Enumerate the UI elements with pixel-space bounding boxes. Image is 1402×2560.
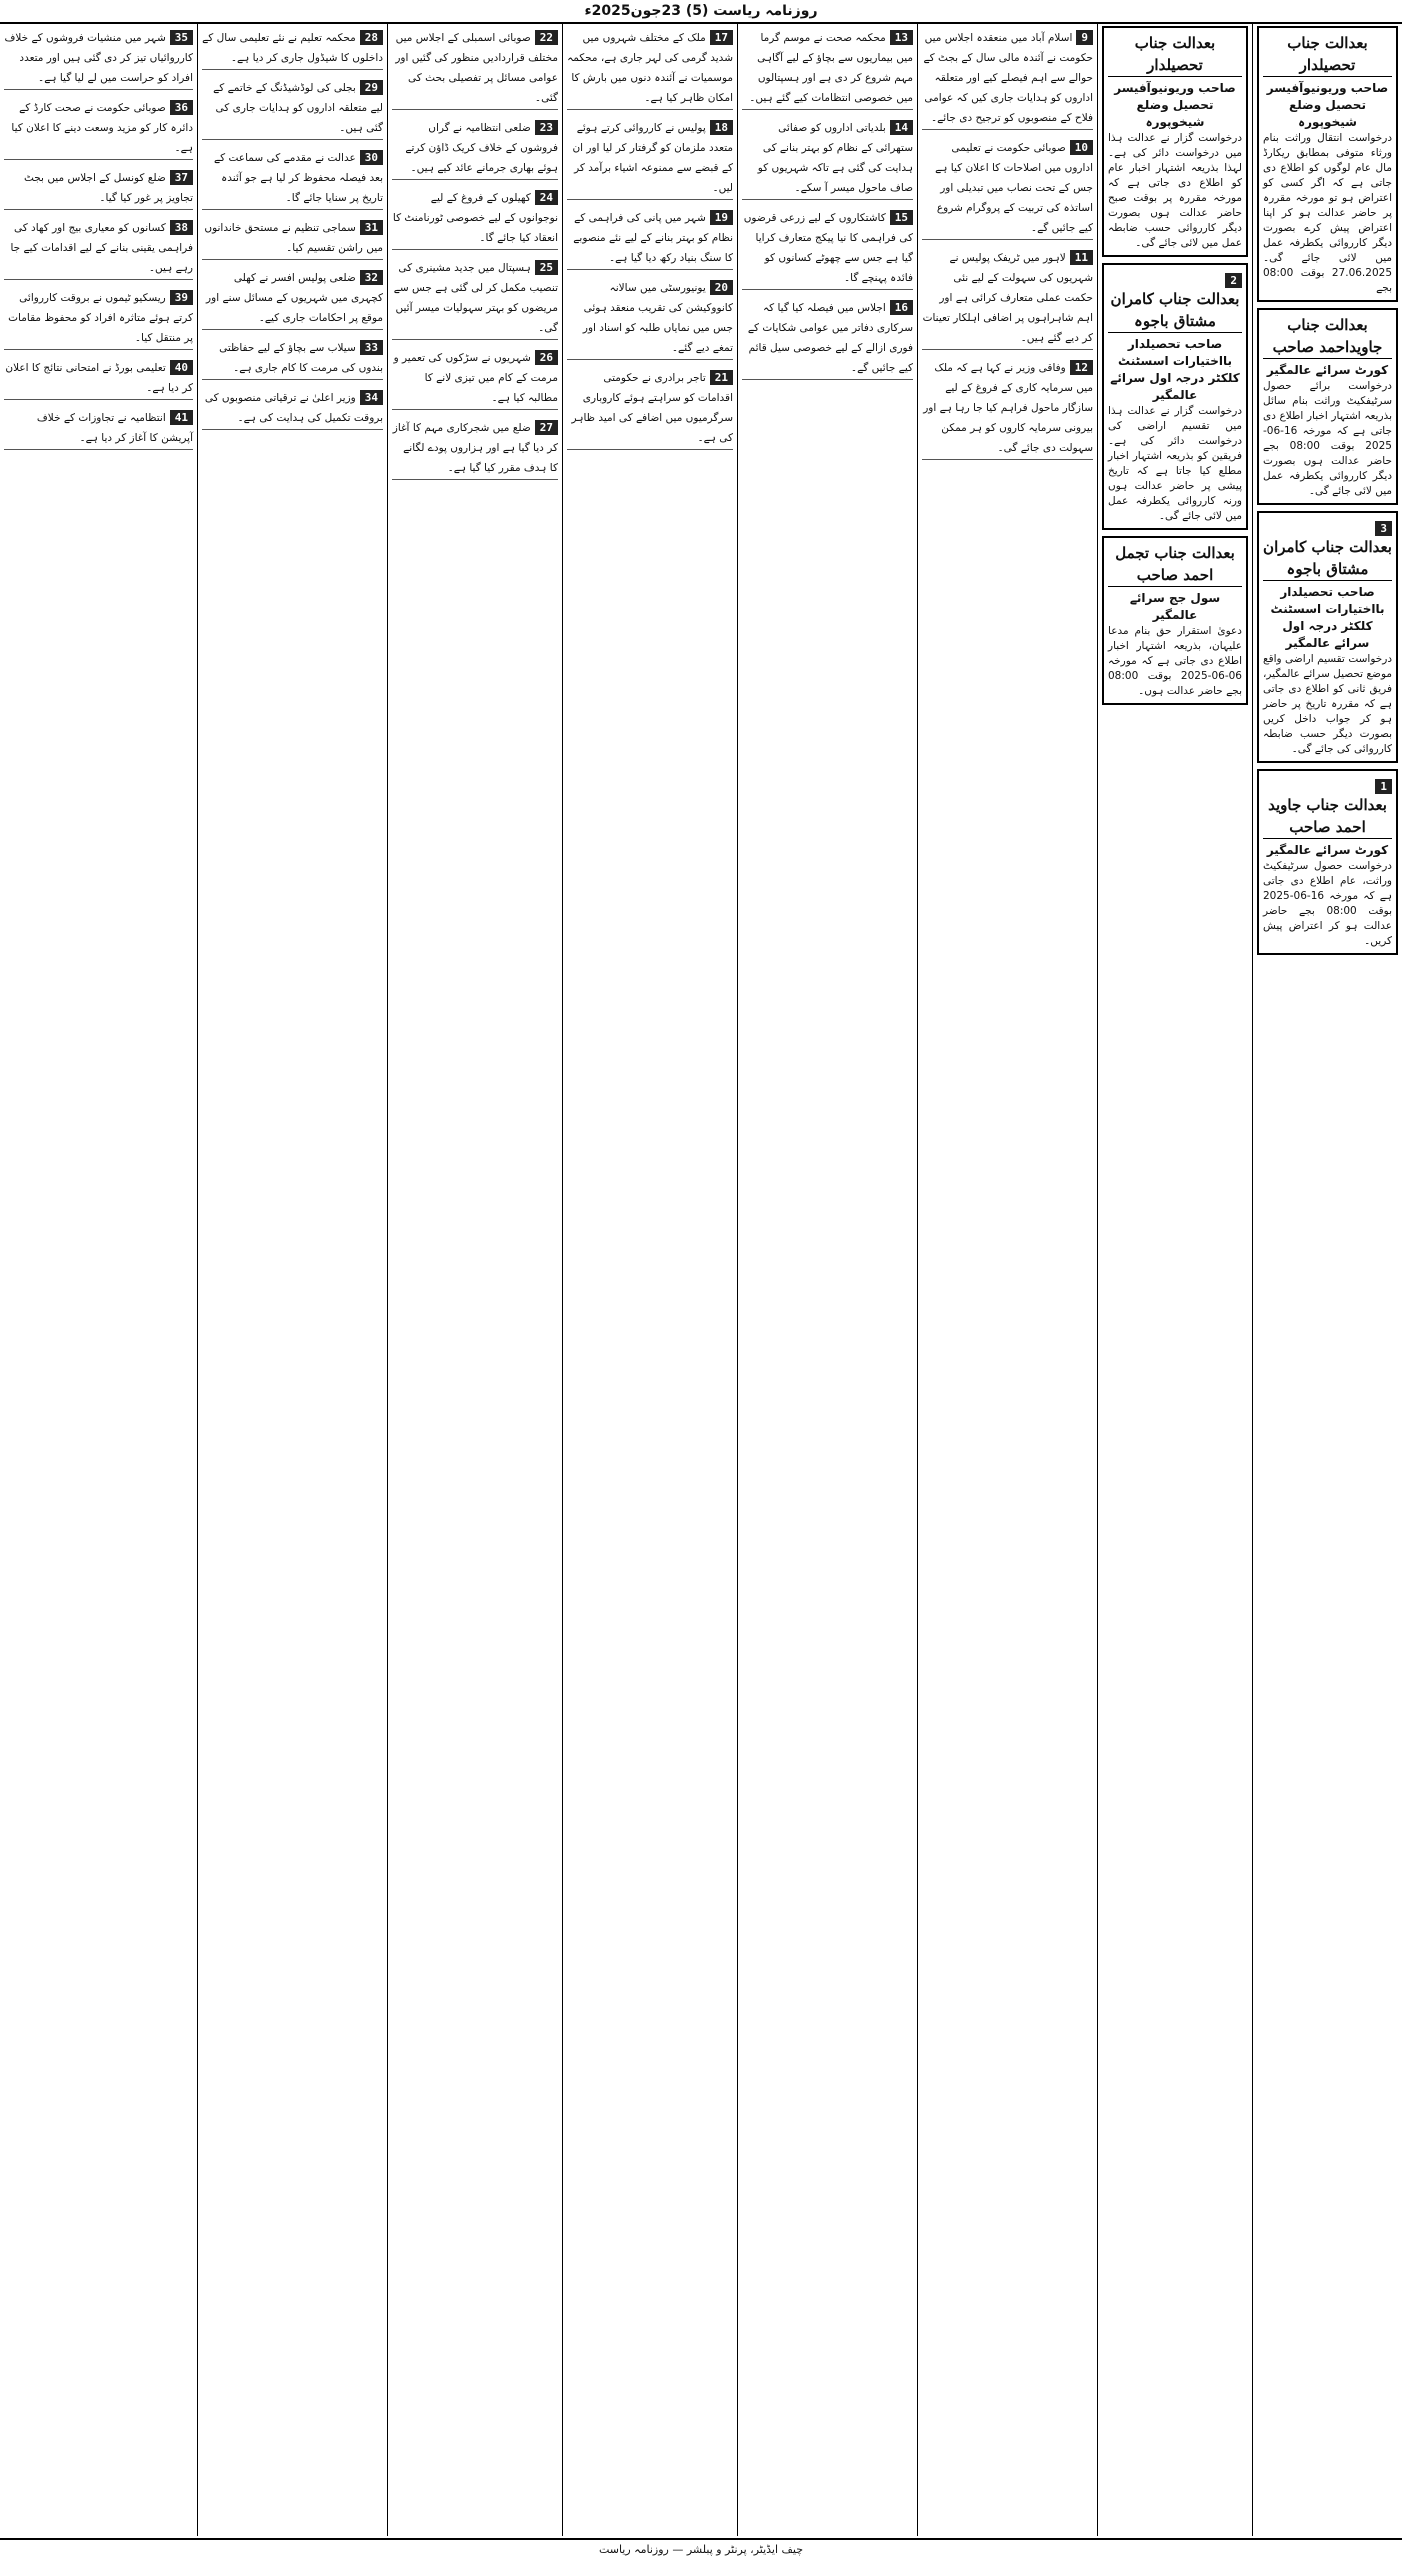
notice-subtitle: کورٹ سرائے عالمگیر xyxy=(1266,363,1389,377)
notice-subtitle: صاحب وریونیوآفیسر تحصیل وضلع شیخوپورہ xyxy=(1114,81,1236,129)
news-story xyxy=(742,206,913,290)
news-story xyxy=(4,96,193,160)
news-story xyxy=(202,336,383,380)
news-story xyxy=(392,186,558,250)
story-text: صوبائی حکومت نے تعلیمی اداروں میں اصلاحات کا اعلان کیا ہے جس کے تحت نصاب میں تبدیلی اور اساتذہ کی تربیت کے پروگرام شروع کیے جائیں گے۔ xyxy=(935,142,1093,234)
notice-subtitle: کورٹ سرائے عالمگیر xyxy=(1266,843,1389,857)
news-story xyxy=(922,356,1093,460)
news-story xyxy=(202,26,383,70)
notice-title: بعدالت جناب تجمل احمد صاحب xyxy=(1108,542,1242,587)
story-number: 38 xyxy=(170,220,193,235)
news-story xyxy=(392,116,558,180)
news-story xyxy=(922,136,1093,240)
notice-body: درخواست برائے حصول سرٹیفکیٹ وراثت بنام سائل بذریعہ اشتہار اخبار اطلاع دی جاتی ہے کہ مورخہ 16-06-2025 بوقت 08:00 بجے حاضر عدالت ہوں بصورت دیگر کارروائی یکطرفہ عمل میں لائی جائے گی۔ xyxy=(1263,380,1392,497)
news-story xyxy=(922,246,1093,350)
notice-body: درخواست گزار نے عدالت ہذا میں تقسیم اراضی کی درخواست دائر کی ہے۔ فریقین کو بذریعہ اشتہار اخبار مطلع کیا جاتا ہے کہ تاریخ پیشی پر حاضر عدالت ہوں ورنہ کارروائی یکطرفہ عمل میں لائی جائے گی۔ xyxy=(1108,405,1242,522)
notice-subtitle: صاحب وریونیوآفیسر تحصیل وضلع شیخوپورہ xyxy=(1266,81,1389,129)
story-text: بجلی کی لوڈشیڈنگ کے خاتمے کے لیے متعلقہ اداروں کو ہدایات جاری کی گئی ہیں۔ xyxy=(213,82,383,134)
story-text: ضلع کونسل کے اجلاس میں بجٹ تجاویز پر غور کیا گیا۔ xyxy=(23,172,193,204)
court-notice xyxy=(1257,511,1398,763)
story-text: لاہور میں ٹریفک پولیس نے شہریوں کی سہولت کے لیے نئی حکمت عملی متعارف کرائی ہے اور اہم شاہراہوں پر اضافی اہلکار تعینات کر دیے گئے ہیں۔ xyxy=(922,252,1093,344)
news-story xyxy=(392,26,558,110)
story-text: اسلام آباد میں منعقدہ اجلاس میں حکومت نے آئندہ مالی سال کے بجٹ کے حوالے سے اہم فیصلے کیے اور متعلقہ اداروں کو ہدایات جاری کیں کہ عوامی فلاح کے منصوبوں کو ترجیح دی جائے۔ xyxy=(923,32,1093,124)
story-number: 37 xyxy=(170,170,193,185)
story-number: 27 xyxy=(535,420,558,435)
story-number: 19 xyxy=(710,210,733,225)
news-story xyxy=(567,116,733,200)
news-story xyxy=(392,416,558,480)
news-story xyxy=(4,166,193,210)
news-story xyxy=(392,256,558,340)
story-text: وزیر اعلیٰ نے ترقیاتی منصوبوں کی بروقت تکمیل کی ہدایت کی ہے۔ xyxy=(204,392,383,424)
story-text: عدالت نے مقدمے کی سماعت کے بعد فیصلہ محفوظ کر لیا ہے جو آئندہ تاریخ پر سنایا جائے گا۔ xyxy=(214,152,383,204)
notice-body: درخواست گزار نے عدالت ہذا میں درخواست دائر کی ہے۔ لہذا بذریعہ اشتہار اخبار عام کو اطلاع دی جاتی ہے کہ مورخہ مقررہ پر بوقت صبح حاضر عدالت ہوں بصورت دیگر کارروائی حسب ضابطہ عمل میں لائی جائے گی۔ xyxy=(1108,132,1242,249)
court-notice xyxy=(1257,308,1398,505)
story-text: ضلعی انتظامیہ نے گراں فروشوں کے خلاف کریک ڈاؤن کرتے ہوئے بھاری جرمانے عائد کیے ہیں۔ xyxy=(405,122,558,174)
story-text: شہر میں منشیات فروشوں کے خلاف کارروائیاں تیز کر دی گئی ہیں اور متعدد افراد کو حراست میں لے لیا گیا ہے۔ xyxy=(4,32,193,84)
notices-column-1 xyxy=(1252,24,1402,2536)
news-story xyxy=(4,26,193,90)
story-number: 17 xyxy=(710,30,733,45)
notice-body: درخواست انتقال وراثت بنام ورثاء متوفی بمطابق ریکارڈ مال عام لوگوں کو اطلاع دی جاتی ہے کہ اگر کسی کو اعتراض ہو تو مورخہ مقررہ پر حاضر عدالت ہو کر اپنا اعتراض پیش کرے بصورت دیگر کارروائی یکطرفہ عمل میں لائی جائے گی۔ 27.06.2025 بوقت 08:00 بجے xyxy=(1263,132,1392,294)
court-notice xyxy=(1257,26,1398,302)
story-number: 26 xyxy=(535,350,558,365)
news-column-5 xyxy=(197,24,387,2536)
story-text: صوبائی حکومت نے صحت کارڈ کے دائرہ کار کو مزید وسعت دینے کا اعلان کیا ہے۔ xyxy=(11,102,193,154)
story-text: ہسپتال میں جدید مشینری کی تنصیب مکمل کر لی گئی ہے جس سے مریضوں کو بہتر سہولیات میسر آئیں گی۔ xyxy=(393,262,558,334)
story-text: ملک کے مختلف شہروں میں شدید گرمی کی لہر جاری ہے، محکمہ موسمیات نے آئندہ دنوں میں بارش کا امکان ظاہر کیا ہے۔ xyxy=(567,32,733,104)
story-text: تعلیمی بورڈ نے امتحانی نتائج کا اعلان کر دیا ہے۔ xyxy=(5,362,193,394)
court-notice xyxy=(1102,263,1248,530)
story-number: 9 xyxy=(1076,30,1093,45)
notice-subtitle: صاحب تحصیلدار بااختیارات اسسٹنٹ کلکٹر درجہ اول سرائے عالمگیر xyxy=(1110,337,1240,402)
news-story xyxy=(742,116,913,200)
notice-title: بعدالت جناب جاویداحمد صاحب xyxy=(1263,314,1392,359)
story-text: ریسکیو ٹیموں نے بروقت کارروائی کرتے ہوئے متاثرہ افراد کو محفوظ مقامات پر منتقل کیا۔ xyxy=(8,292,193,344)
story-text: پولیس نے کارروائی کرتے ہوئے متعدد ملزمان کو گرفتار کر لیا اور ان کے قبضے سے ممنوعہ اشیاء برآمد کر لیں۔ xyxy=(572,122,733,194)
news-story xyxy=(202,76,383,140)
news-story xyxy=(567,276,733,360)
story-number: 20 xyxy=(710,280,733,295)
story-number: 36 xyxy=(170,100,193,115)
story-text: صوبائی اسمبلی کے اجلاس میں مختلف قراردادیں منظور کی گئیں اور عوامی مسائل پر تفصیلی بحث کی گئی۔ xyxy=(395,32,558,104)
notice-title: بعدالت جناب کامران مشتاق باجوہ xyxy=(1263,536,1392,581)
notice-body: درخواست تقسیم اراضی واقع موضع تحصیل سرائے عالمگیر، فریق ثانی کو اطلاع دی جاتی ہے کہ مقررہ تاریخ پر حاضر ہو کر جواب داخل کریں بصورت دیگر حسب ضابطہ کارروائی کی جائے گی۔ xyxy=(1263,653,1392,755)
story-number: 40 xyxy=(170,360,193,375)
story-number: 11 xyxy=(1070,250,1093,265)
news-story xyxy=(922,26,1093,130)
story-text: محکمہ صحت نے موسم گرما میں بیماریوں سے بچاؤ کے لیے آگاہی مہم شروع کر دی ہے اور ہسپتالوں میں خصوصی انتظامات کیے گئے ہیں۔ xyxy=(749,32,913,104)
news-column-4 xyxy=(387,24,562,2536)
news-story xyxy=(567,366,733,450)
news-story xyxy=(202,146,383,210)
story-text: شہر میں پانی کی فراہمی کے نظام کو بہتر بنانے کے لیے نئے منصوبے کا سنگ بنیاد رکھ دیا گیا ہے۔ xyxy=(573,212,733,264)
story-number: 23 xyxy=(535,120,558,135)
story-text: سیلاب سے بچاؤ کے لیے حفاظتی بندوں کی مرمت کا کام جاری ہے۔ xyxy=(219,342,383,374)
story-text: شہریوں نے سڑکوں کی تعمیر و مرمت کے کام میں تیزی لانے کا مطالبہ کیا ہے۔ xyxy=(393,352,558,404)
story-number: 25 xyxy=(535,260,558,275)
news-story xyxy=(742,26,913,110)
notice-subtitle: صاحب تحصیلدار بااختیارات اسسٹنٹ کلکٹر درجہ اول سرائے عالمگیر xyxy=(1270,585,1385,650)
notice-subtitle: سول جج سرائے عالمگیر xyxy=(1129,591,1221,622)
story-number: 30 xyxy=(360,150,383,165)
story-number: 28 xyxy=(360,30,383,45)
notice-title: بعدالت جناب کامران مشتاق باجوہ xyxy=(1108,288,1242,333)
story-text: بلدیاتی اداروں کو صفائی ستھرائی کے نظام کو بہتر بنانے کی ہدایت کی گئی ہے تاکہ شہریوں کو صاف ماحول میسر آ سکے۔ xyxy=(757,122,913,194)
story-text: سماجی تنظیم نے مستحق خاندانوں میں راشن تقسیم کیا۔ xyxy=(204,222,383,254)
news-story xyxy=(567,26,733,110)
story-number: 35 xyxy=(170,30,193,45)
story-text: کاشتکاروں کے لیے زرعی قرضوں کی فراہمی کا نیا پیکج متعارف کرایا گیا ہے جس سے چھوٹے کسانوں کو فائدہ پہنچے گا۔ xyxy=(743,212,913,284)
story-text: تاجر برادری نے حکومتی اقدامات کو سراہتے ہوئے کاروباری سرگرمیوں میں اضافے کی امید ظاہر کی ہے۔ xyxy=(571,372,733,444)
story-number: 18 xyxy=(710,120,733,135)
story-text: کسانوں کو معیاری بیج اور کھاد کی فراہمی یقینی بنانے کے لیے اقدامات کیے جا رہے ہیں۔ xyxy=(10,222,193,274)
story-number: 24 xyxy=(535,190,558,205)
story-number: 39 xyxy=(170,290,193,305)
court-notice xyxy=(1257,769,1398,955)
story-number: 41 xyxy=(170,410,193,425)
story-text: انتظامیہ نے تجاوزات کے خلاف آپریشن کا آغاز کر دیا ہے۔ xyxy=(36,412,193,444)
news-story xyxy=(392,346,558,410)
news-story xyxy=(742,296,913,380)
news-story xyxy=(4,406,193,450)
story-text: کھیلوں کے فروغ کے لیے نوجوانوں کے لیے خصوصی ٹورنامنٹ کا انعقاد کیا جائے گا۔ xyxy=(392,192,558,244)
story-number: 34 xyxy=(360,390,383,405)
notice-body: درخواست حصول سرٹیفکیٹ وراثت، عام اطلاع دی جاتی ہے کہ مورخہ 16-06-2025 بوقت 08:00 بجے حاضر عدالت ہو کر اعتراض پیش کریں۔ xyxy=(1263,860,1392,947)
notice-title: بعدالت جناب جاوید احمد صاحب xyxy=(1263,794,1392,839)
story-number: 16 xyxy=(890,300,913,315)
notice-title: بعدالت جناب تحصیلدار xyxy=(1108,32,1242,77)
story-number: 22 xyxy=(535,30,558,45)
court-notice xyxy=(1102,536,1248,705)
story-number: 32 xyxy=(360,270,383,285)
story-text: وفاقی وزیر نے کہا ہے کہ ملک میں سرمایہ کاری کے فروغ کے لیے سازگار ماحول فراہم کیا جا رہا ہے اور بیرونی سرمایہ کاروں کو ہر ممکن سہولت دی جائے گی۔ xyxy=(923,362,1093,454)
story-number: 33 xyxy=(360,340,383,355)
story-number: 15 xyxy=(890,210,913,225)
news-story xyxy=(202,386,383,430)
story-text: ضلع میں شجرکاری مہم کا آغاز کر دیا گیا ہے اور ہزاروں پودے لگانے کا ہدف مقرر کیا گیا ہے۔ xyxy=(392,422,558,474)
notices-column-2 xyxy=(1097,24,1252,2536)
footer-line: چیف ایڈیٹر، پرنٹر و پبلشر — روزنامہ ریاست xyxy=(0,2538,1402,2560)
story-number: 10 xyxy=(1070,140,1093,155)
court-notice xyxy=(1102,26,1248,257)
story-number: 12 xyxy=(1070,360,1093,375)
story-number: 31 xyxy=(360,220,383,235)
news-story xyxy=(4,216,193,280)
news-story xyxy=(4,286,193,350)
news-story xyxy=(4,356,193,400)
news-story xyxy=(202,266,383,330)
story-number: 14 xyxy=(890,120,913,135)
news-story xyxy=(567,206,733,270)
notice-title: بعدالت جناب تحصیلدار xyxy=(1263,32,1392,77)
story-text: یونیورسٹی میں سالانہ کانووکیشن کی تقریب منعقد ہوئی جس میں نمایاں طلبہ کو اسناد اور تمغے دیے گئے۔ xyxy=(582,282,733,354)
story-number: 13 xyxy=(890,30,913,45)
notice-number: 3 xyxy=(1375,521,1392,536)
story-number: 21 xyxy=(710,370,733,385)
news-column-6 xyxy=(0,24,197,2536)
news-column-2 xyxy=(737,24,917,2536)
story-text: محکمہ تعلیم نے نئے تعلیمی سال کے داخلوں کا شیڈول جاری کر دیا ہے۔ xyxy=(202,32,383,64)
notice-number: 1 xyxy=(1375,779,1392,794)
news-column-1 xyxy=(917,24,1097,2536)
news-column-3 xyxy=(562,24,737,2536)
notice-number: 2 xyxy=(1225,273,1242,288)
story-number: 29 xyxy=(360,80,383,95)
story-text: اجلاس میں فیصلہ کیا گیا کہ سرکاری دفاتر میں عوامی شکایات کے فوری ازالے کے لیے خصوصی سیل قائم کیے جائیں گے۔ xyxy=(747,302,913,374)
story-text: ضلعی پولیس افسر نے کھلی کچہری میں شہریوں کے مسائل سنے اور موقع پر احکامات جاری کیے۔ xyxy=(206,272,383,324)
notice-body: دعویٰ استقرار حق بنام مدعا علیہان، بذریعہ اشتہار اخبار اطلاع دی جاتی ہے کہ مورخہ 06-06-2025 بوقت 08:00 بجے حاضر عدالت ہوں۔ xyxy=(1108,625,1242,697)
date-line: روزنامہ ریاست (5) 23جون2025ء xyxy=(0,0,1402,24)
news-story xyxy=(202,216,383,260)
